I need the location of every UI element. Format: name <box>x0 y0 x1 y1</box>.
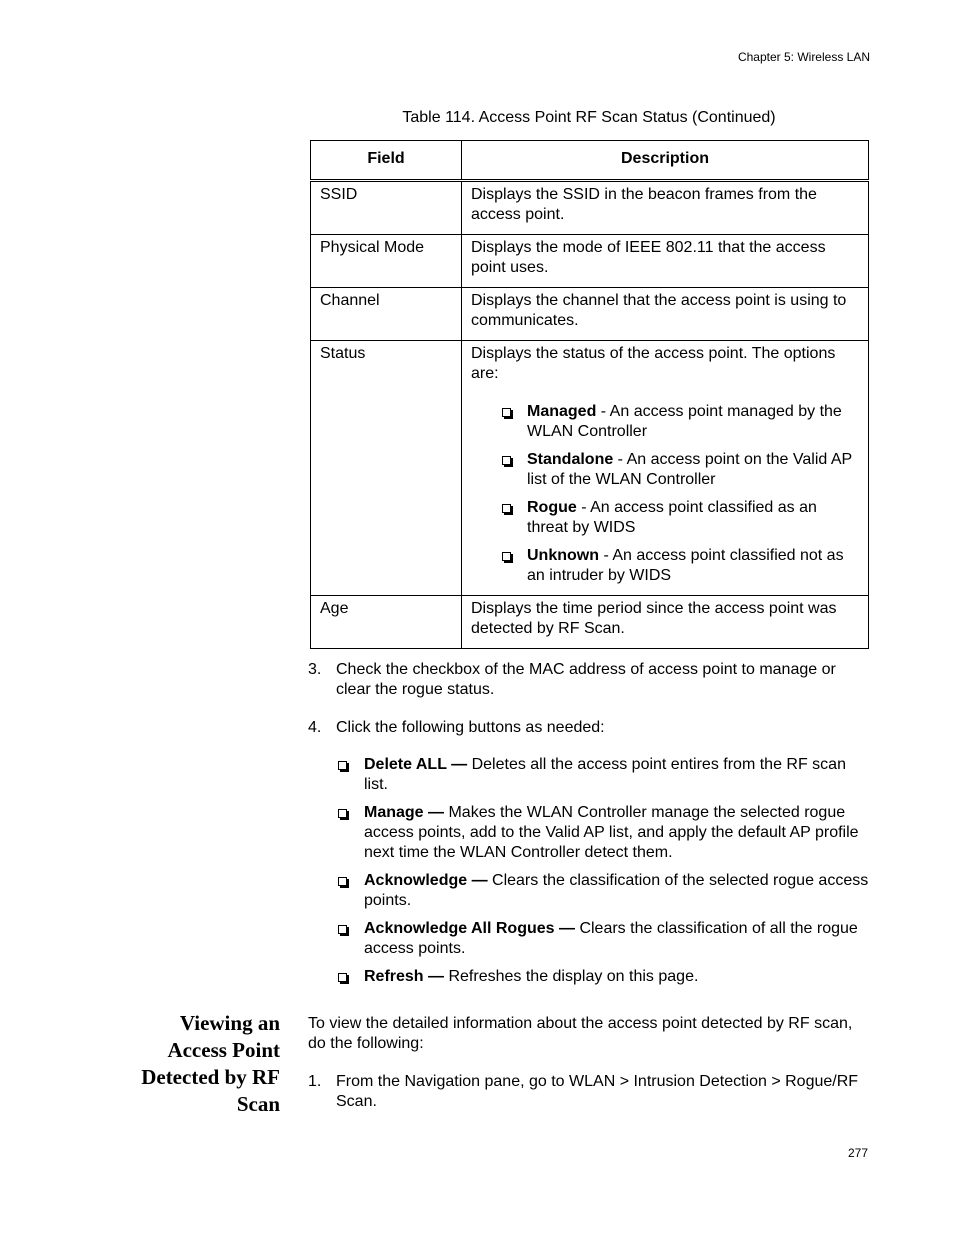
list-item <box>336 755 870 795</box>
list-item <box>500 498 859 538</box>
heading-line: Scan <box>236 1092 280 1116</box>
field-cell: SSID <box>311 181 462 235</box>
step-3 <box>308 660 870 700</box>
option-term: Managed <box>527 403 597 420</box>
page-number: 277 <box>847 1146 868 1160</box>
option-term: Rogue <box>527 499 577 516</box>
square-bullet-icon <box>338 925 347 934</box>
square-bullet-icon <box>338 809 347 818</box>
heading-line: Viewing an <box>179 1011 280 1035</box>
heading-line: Detected by RF <box>141 1065 280 1089</box>
step-text: Check the checkbox of the MAC address of access point to manage or clear the rogue status. <box>336 661 836 698</box>
step-number: 3. <box>308 661 322 678</box>
chapter-header: Chapter 5: Wireless LAN <box>737 50 870 64</box>
button-text: Refreshes the display on this page. <box>444 968 699 985</box>
list-item <box>500 402 859 442</box>
button-term: Acknowledge All Rogues — <box>364 920 575 937</box>
description-cell: Displays the SSID in the beacon frames from the access point. <box>462 181 869 235</box>
option-text: - An access point classified as an threat by WIDS <box>527 499 817 536</box>
list-item <box>336 871 870 911</box>
rf-scan-status-table <box>310 140 869 649</box>
table-header-row <box>311 141 869 181</box>
table-caption: Table 114. Access Point RF Scan Status (Continued) <box>402 109 776 126</box>
option-term: Standalone <box>527 451 614 468</box>
section-intro: To view the detailed information about the access point detected by RF scan, do the following: <box>308 1015 853 1052</box>
option-text: - An access point classified not as an intruder by WIDS <box>527 547 844 584</box>
square-bullet-icon <box>502 408 511 417</box>
step-text: Click the following buttons as needed: <box>336 719 605 736</box>
field-cell: Physical Mode <box>311 235 462 288</box>
button-text: Makes the WLAN Controller manage the selected rogue access points, add to the Valid AP list, and apply the default AP profile next time the WLAN Controller detect them. <box>364 804 859 861</box>
button-term: Acknowledge — <box>364 872 488 889</box>
table-row <box>311 596 869 649</box>
list-item <box>500 546 859 586</box>
step-text: From the Navigation pane, go to WLAN > Intrusion Detection > Rogue/RF Scan. <box>336 1073 859 1110</box>
option-text: - An access point on the Valid AP list of the WLAN Controller <box>527 451 852 488</box>
square-bullet-icon <box>502 456 511 465</box>
button-text: Deletes all the access point entires from the RF scan list. <box>364 756 846 793</box>
section-heading <box>110 1010 280 1118</box>
list-item <box>336 803 870 863</box>
button-term: Manage — <box>364 804 445 821</box>
button-text: Clears the classification of all the rogue access points. <box>364 920 858 957</box>
square-bullet-icon <box>338 877 347 886</box>
square-bullet-icon <box>338 761 347 770</box>
status-options-list <box>471 402 859 586</box>
column-header-field: Field <box>311 141 462 181</box>
square-bullet-icon <box>502 552 511 561</box>
table-row <box>311 288 869 341</box>
button-text: Clears the classification of the selected rogue access points. <box>364 872 869 909</box>
square-bullet-icon <box>338 973 347 982</box>
button-term: Refresh — <box>364 968 445 985</box>
field-cell: Channel <box>311 288 462 341</box>
procedure-steps <box>308 660 870 995</box>
description-cell: Displays the time period since the access point was detected by RF Scan. <box>462 596 869 649</box>
table-row <box>311 235 869 288</box>
section-body <box>308 1014 870 1112</box>
step-4 <box>308 718 870 738</box>
square-bullet-icon <box>502 504 511 513</box>
field-cell: Age <box>311 596 462 649</box>
option-text: - An access point managed by the WLAN Controller <box>527 403 842 440</box>
table-row <box>311 341 869 596</box>
button-term: Delete ALL — <box>364 756 468 773</box>
table-row <box>311 181 869 235</box>
button-descriptions-list <box>308 755 870 987</box>
step-1 <box>308 1072 870 1112</box>
description-cell: Displays the channel that the access point is using to communicates. <box>462 288 869 341</box>
heading-line: Access Point <box>167 1038 280 1062</box>
step-number: 4. <box>308 719 322 736</box>
option-term: Unknown <box>527 547 599 564</box>
field-cell: Status <box>311 341 462 596</box>
description-cell: Displays the mode of IEEE 802.11 that the access point uses. <box>462 235 869 288</box>
step-number: 1. <box>308 1073 322 1090</box>
list-item <box>336 919 870 959</box>
column-header-description: Description <box>462 141 869 181</box>
list-item <box>500 450 859 490</box>
description-cell <box>462 341 869 596</box>
list-item <box>336 967 870 987</box>
status-description-text: Displays the status of the access point. The options are: <box>471 345 836 382</box>
